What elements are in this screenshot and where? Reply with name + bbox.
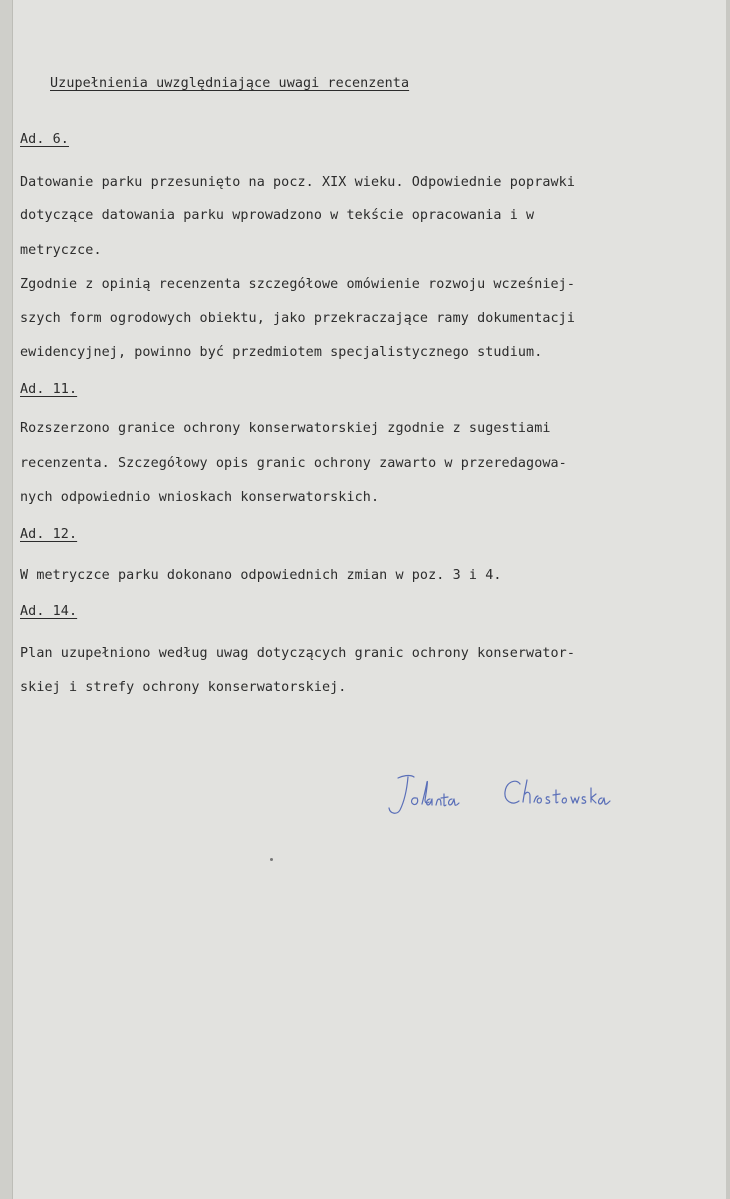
text-line: nych odpowiednio wnioskach konserwatorskich. bbox=[20, 490, 380, 505]
handwritten-signature bbox=[380, 768, 660, 828]
text-line: Rozszerzono granice ochrony konserwatorskiej zgodnie z sugestiami bbox=[20, 421, 551, 436]
scan-edge-right bbox=[726, 0, 730, 1199]
document-title: Uzupełnienia uwzględniające uwagi recenzenta bbox=[50, 76, 410, 91]
section-heading: Ad. 6. bbox=[20, 132, 69, 147]
text-line: metryczce. bbox=[20, 243, 102, 258]
text-line: skiej i strefy ochrony konserwatorskiej. bbox=[20, 680, 347, 695]
text-line: W metryczce parku dokonano odpowiednich zmian w poz. 3 i 4. bbox=[20, 568, 502, 583]
paper-speck bbox=[270, 858, 273, 861]
text-line: dotyczące datowania parku wprowadzono w tekście opracowania i w bbox=[20, 208, 535, 223]
text-line: Zgodnie z opinią recenzenta szczegółowe omówienie rozwoju wcześniej- bbox=[20, 277, 576, 292]
scan-edge-left bbox=[0, 0, 13, 1199]
section-heading: Ad. 11. bbox=[20, 382, 78, 397]
section-heading: Ad. 14. bbox=[20, 604, 78, 619]
text-line: ewidencyjnej, powinno być przedmiotem specjalistycznego studium. bbox=[20, 345, 543, 360]
text-line: Plan uzupełniono według uwag dotyczących granic ochrony konserwator- bbox=[20, 646, 576, 661]
text-line: Datowanie parku przesunięto na pocz. XIX wieku. Odpowiednie poprawki bbox=[20, 175, 576, 190]
text-line: recenzenta. Szczegółowy opis granic ochrony zawarto w przeredagowa- bbox=[20, 456, 567, 471]
text-line: szych form ogrodowych obiektu, jako przekraczające ramy dokumentacji bbox=[20, 311, 576, 326]
section-heading: Ad. 12. bbox=[20, 527, 78, 542]
